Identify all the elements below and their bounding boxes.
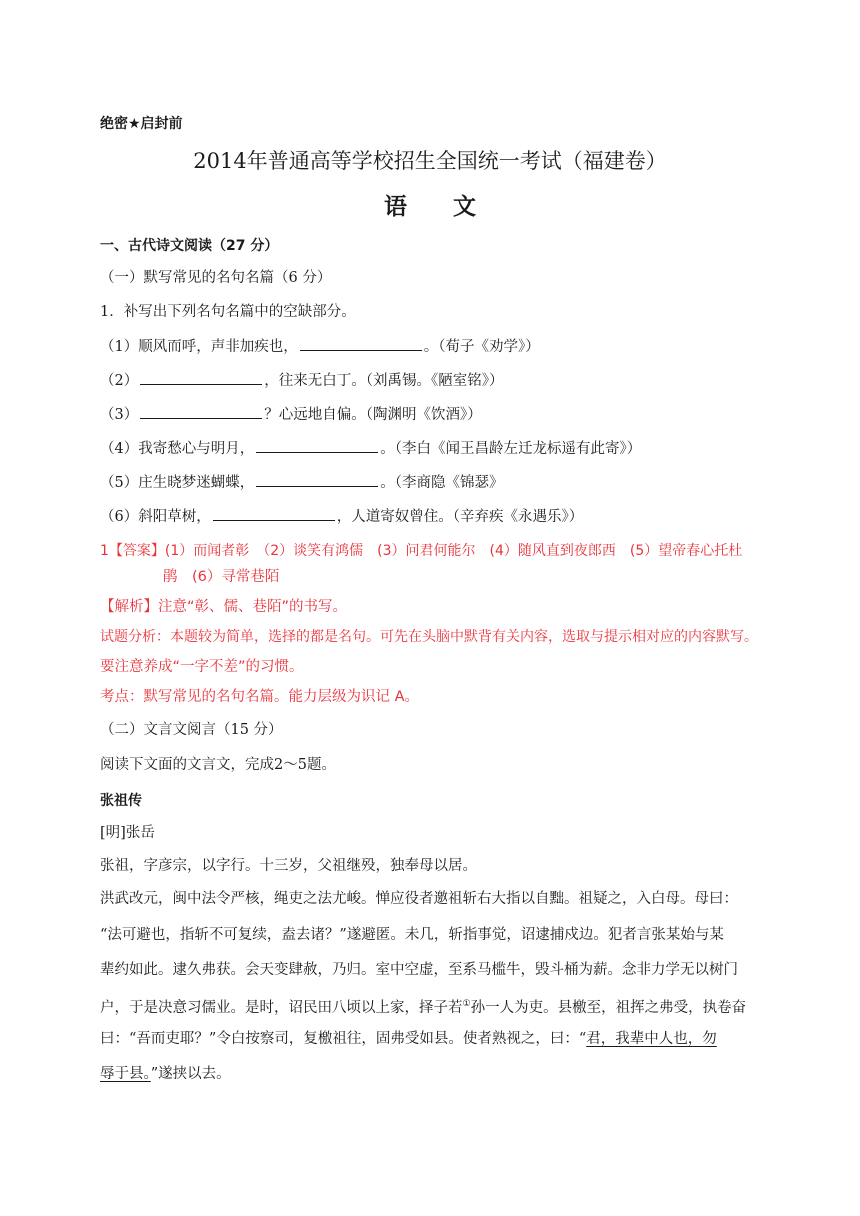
underlined-sentence: 辱于县。 (100, 1066, 151, 1082)
subsection-heading-2: （二）文言文阅言（15 分） (100, 722, 283, 738)
passage-line: 户，于是决意习儒业。是时，诏民田八顷以上家，择子若①孙一人为吏。县檄至，祖挥之弗受，执卷奋 (100, 999, 747, 1016)
passage-title: 张祖传 (100, 793, 142, 809)
answer-line-2: 鹃 (6）寻常巷陌 (163, 569, 280, 585)
answer-blank (140, 404, 262, 419)
answer-blank (140, 370, 262, 385)
passage-line: 辈约如此。逮久弗获。会天变肆赦，乃归。室中空虚，至系马槛牛，毁斗桶为薪。念非力学无以树门 (100, 962, 738, 978)
answer-blank (300, 336, 422, 351)
kaodian-line: 考点：默写常见的名句名篇。能力层级为识记 A。 (100, 689, 420, 705)
secret-mark: 绝密★启封前 (100, 116, 183, 132)
fill-item-5: （5）庄生晓梦迷蝴蝶， 。（李商隐《锦瑟》 (100, 472, 503, 493)
exam-title: 2014年普通高等学校招生全国统一考试（福建卷） (193, 149, 667, 173)
passage-line: “法可避也，指斩不可复续，盍去诸？”遂避匿。未几，斩指事觉，诏逮捕戍边。犯者言张某始与某 (100, 927, 724, 943)
answer-line-1: 1【答案】(1）而闻者彰 （2）谈笑有鸿儒 (3）问君何能尔 (4）随风直到夜郎西 (5）望帝春心托杜 (100, 543, 743, 559)
passage-line: 曰：“吾而吏耶？”令白按察司，复檄祖往，固弗受如县。使者熟视之，曰：“君，我辈中人也，勿 (100, 1031, 717, 1047)
question-prompt: 1．补写出下列名句名篇中的空缺部分。 (100, 304, 356, 320)
footnote-mark: ① (462, 999, 471, 1009)
answer-blank (213, 506, 335, 521)
explanation-line-2: 要注意养成“一字不差”的习惯。 (100, 659, 304, 675)
passage-line: 辱于县。”遂挟以去。 (100, 1066, 231, 1082)
fill-item-1: （1）顺风而呼，声非加疾也， 。（荀子《劝学》） (100, 336, 540, 357)
passage-paragraph-1: 张祖，字彦宗，以字行。十三岁，父祖继殁，独奉母以居。 (100, 858, 477, 874)
answer-blank (256, 438, 378, 453)
subject-title: 语 文 (384, 194, 476, 220)
explanation-line-1: 试题分析：本题较为简单，选择的都是名句。可先在头脑中默背有关内容，选取与提示相对应的内容默写。 (100, 629, 758, 645)
fill-item-2: （2） ，往来无白丁。（刘禹锡。《陋室铭》） (100, 370, 503, 391)
fill-item-3: （3） ？心远地自偏。（陶渊明《饮酒》） (100, 404, 482, 425)
fill-item-4: （4）我寄愁心与明月， 。（李白《闻王昌龄左迁龙标遥有此寄》） (100, 438, 641, 459)
underlined-sentence: 君，我辈中人也，勿 (586, 1031, 717, 1047)
fill-item-6: （6）斜阳草树， ，人道寄奴曾住。（辛弃疾《永遇乐》） (100, 506, 583, 527)
reading-instruction: 阅读下文面的文言文，完成2～5题。 (100, 757, 336, 773)
subsection-heading: （一）默写常见的名句名篇（6 分） (100, 270, 332, 286)
section-heading: 一、古代诗文阅读（27 分） (100, 238, 279, 254)
passage-line: 洪武改元，闽中法令严核，绳吏之法尤峻。惮应役者邀祖斩右大指以自黜。祖疑之，入白母。母曰： (100, 891, 738, 907)
passage-author: [明]张岳 (100, 825, 155, 841)
answer-blank (256, 472, 378, 487)
analysis-line: 【解析】注意“彰、儒、巷陌”的书写。 (100, 599, 348, 615)
